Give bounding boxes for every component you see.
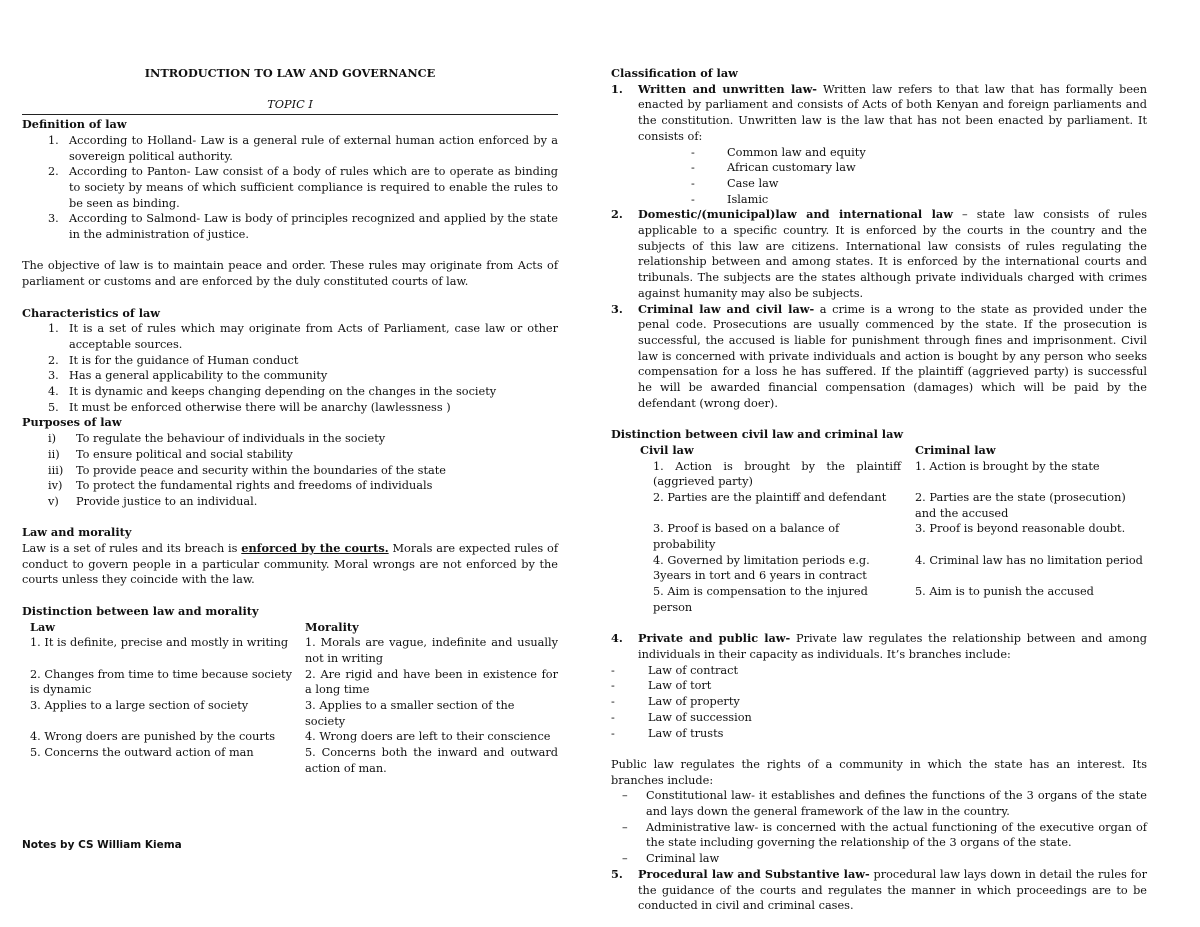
law-morality-table	[22, 620, 558, 777]
list-item: - Law of tort	[611, 679, 712, 693]
topic-label: TOPIC I	[267, 98, 313, 112]
characteristics-heading: Characteristics of law	[22, 305, 161, 320]
document-title: INTRODUCTION TO LAW AND GOVERNANCE	[144, 66, 436, 80]
classification-heading: Classification of law	[611, 66, 738, 80]
list-item: - Law of property	[611, 695, 740, 709]
list-item: - Law of trusts	[611, 726, 724, 740]
distinction-heading: Distinction between law and morality	[22, 603, 259, 618]
definition-heading: Definition of law	[22, 117, 127, 132]
left-column	[22, 66, 558, 777]
column-header: Law	[30, 619, 55, 634]
table-row: 1. Action is brought by the plaintiff (aggrieved party) 1. Action is brought by the state	[653, 459, 1100, 489]
table-row: 5. Concerns the outward action of man 5. Concerns both the inward and outward action of man.	[30, 746, 558, 775]
list-item: i) To regulate the behaviour of individuals in the society	[48, 432, 386, 446]
classification-item: 1. Written and unwritten law- Written law refers to that law that has formally been enacted by parliament and consists of Acts of both Kenyan and foreign parliaments and the constitution. Unwritten law is the law that has not been enacted by parliament. It consists of:	[611, 81, 1147, 143]
list-item: v) Provide justice to an individual.	[48, 494, 258, 508]
list-item: 3. According to Salmond- Law is body of principles recognized and applied by the state in the administration of justice.	[48, 212, 558, 242]
purposes-heading: Purposes of law	[22, 415, 122, 430]
list-item: – Administrative law- is concerned with the actual functioning of the executive organ of the state including governing the relationship of the 3 organs of the state.	[622, 820, 1147, 850]
list-item: iv) To protect the fundamental rights and freedoms of individuals	[48, 479, 433, 493]
morality-heading: Law and morality	[22, 525, 132, 540]
list-item: - Islamic	[691, 192, 769, 206]
list-item: 1. It is a set of rules which may originate from Acts of Parliament, case law or other acceptable sources.	[48, 322, 558, 351]
list-item: - Common law and equity	[691, 145, 866, 159]
table-row: 4. Governed by limitation periods e.g. 3years in tort and 6 years in contract 4. Criminal law has no limitation period	[653, 553, 1143, 583]
column-header: Criminal law	[915, 442, 996, 457]
list-item: iii) To provide peace and security within the boundaries of the state	[48, 463, 446, 477]
morality-paragraph: Law is a set of rules and its breach is enforced by the courts. Morals are expected rules of conduct to govern people in a particular community. Moral wrongs are not enforced by the courts unless they coincide with the law.	[22, 541, 558, 587]
table-row: 3. Applies to a large section of society 3. Applies to a smaller section of the society	[30, 699, 515, 728]
list-item: 1. According to Holland- Law is a general rule of external human action enforced by a sovereign political authority.	[48, 133, 558, 163]
list-item: – Constitutional law- it establishes and defines the functions of the 3 organs of the state and lays down the general framework of the law in the country.	[622, 789, 1147, 818]
list-item: ii) To ensure political and social stability	[48, 447, 293, 461]
list-item: – Criminal law	[622, 852, 720, 866]
civil-criminal-table	[611, 443, 1147, 616]
classification-item: 3. Criminal law and civil law- a crime is a wrong to the state as provided under the penal code. Prosecutions are usually commenced by the state. If the prosecution is successful, the accused is liable for punishment through fines and imprisonment. Civil law is concerned with private individuals and action is bought by any person who seeks compensation for a loss he has suffered. If the plaintiff (aggrieved party) is successful he will be awarded financial compensation (damages) which will be paid by the defendant (wrong doer).	[611, 301, 1147, 410]
list-item: - Law of succession	[611, 710, 752, 724]
objective-paragraph: The objective of law is to maintain peace and order. These rules may originate from Acts of parliament or customs and are enforced by the duly constituted courts of law.	[22, 259, 558, 289]
classification-item: 4. Private and public law- Private law regulates the relationship between and among individuals in their capacity as individuals. It’s branches include:	[611, 631, 1147, 661]
list-item: - African customary law	[691, 161, 856, 175]
list-item: - Law of contract	[611, 663, 739, 677]
table-row: 2. Parties are the plaintiff and defendant 2. Parties are the state (prosecution) and the accused	[653, 490, 1126, 520]
classification-item: 5. Procedural law and Substantive law- procedural law lays down in detail the rules for the guidance of the courts and regulates the manner in which proceedings are to be conducted in civil and criminal cases.	[611, 866, 1147, 913]
right-column	[611, 66, 1147, 914]
list-item: 2. It is for the guidance of Human conduct	[48, 353, 299, 367]
list-item: 5. It must be enforced otherwise there will be anarchy (lawlessness )	[48, 400, 451, 414]
table-row: 5. Aim is compensation to the injured person 5. Aim is to punish the accused	[653, 585, 1094, 614]
author-notes: Notes by CS William Kiema	[22, 839, 182, 851]
classification-item: 2. Domestic/(municipal)law and international law – state law consists of rules applicable to a specific country. It is enforced by the courts in the country and the subjects of this law are citizens. International law consists of rules regulating the relationship between and among states. It is enforced by the international courts and tribunals. The subjects are the states although private individuals charged with crimes against humanity may also be subjects.	[611, 207, 1147, 300]
list-item: 4. It is dynamic and keeps changing depending on the changes in the society	[48, 385, 497, 399]
column-header: Civil law	[640, 442, 694, 457]
list-item: - Case law	[691, 176, 779, 190]
divider	[22, 114, 558, 115]
table-row: 1. It is definite, precise and mostly in writing 1. Morals are vague, indefinite and usually not in writing	[30, 636, 558, 665]
public-law-paragraph: Public law regulates the rights of a community in which the state has an interest. Its branches include:	[611, 757, 1147, 787]
list-item: 2. According to Panton- Law consist of a body of rules which are to operate as binding to society by means of which sufficient compliance is required to enable the rules to be seen as binding.	[48, 165, 558, 210]
table-row: 3. Proof is based on a balance of probability 3. Proof is beyond reasonable doubt.	[653, 522, 1126, 552]
table-row: 4. Wrong doers are punished by the courts 4. Wrong doers are left to their conscience	[30, 730, 551, 744]
table-row: 2. Changes from time to time because society is dynamic 2. Are rigid and have been in existence for a long time	[30, 667, 558, 697]
list-item: 3. Has a general applicability to the community	[48, 369, 328, 383]
column-header: Morality	[305, 619, 359, 634]
civil-criminal-heading: Distinction between civil law and criminal law	[611, 427, 904, 442]
